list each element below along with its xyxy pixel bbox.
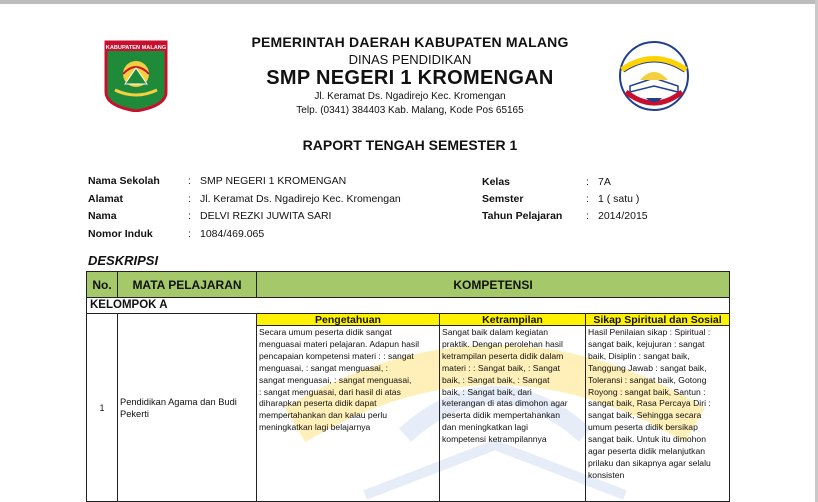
sikap-cell <box>585 325 730 502</box>
info-value-school: SMP NEGERI 1 KROMENGAN <box>200 175 347 187</box>
info-value-name: DELVI REZKI JUWITA SARI <box>200 210 332 222</box>
ketrampilan-description: Sangat baik dalam kegiatan praktik. Dengan perolehan hasil ketrampilan peserta didik dalam materi : : Sangat baik, : Sangat baik, : Sangat baik, : Sangat baik, : Sangat baik, dari keterangan di atas dimohon agar peserta didik mempertahankan dan meningkatkan lagi kompetensi ketrampilannya <box>442 327 568 445</box>
header-school-name: SMP NEGERI 1 KROMENGAN <box>266 67 554 89</box>
info-colon: : <box>188 175 191 187</box>
subheader-ketrampilan: Ketrampilan <box>439 313 586 326</box>
subject-cell <box>117 313 257 502</box>
pengetahuan-cell <box>256 325 440 502</box>
header-government: PEMERINTAH DAERAH KABUPATEN MALANG <box>251 34 569 50</box>
column-header-competence: KOMPETENSI <box>256 271 730 298</box>
info-colon: : <box>188 210 191 222</box>
row-number: 1 <box>86 313 118 502</box>
info-label: Nama <box>88 210 117 222</box>
info-label: Semster <box>482 193 524 205</box>
school-emblem-icon <box>616 40 692 112</box>
ketrampilan-cell <box>439 325 586 502</box>
pengetahuan-description: Secara umum peserta didik sangat menguasai materi pelajaran. Adapun hasil pencapaian kompetensi materi : : sangat menguasai, : sangat menguasai, : sangat menguasai, : sangat menguasai, : sangat menguasai, dari hasil di atas diharapkan peserta didik dapat mempertahankan dan kalau perlu meningkatkan lagi belajarnya <box>259 327 420 433</box>
info-value-address: Jl. Keramat Ds. Ngadirejo Kec. Kromengan <box>200 193 401 205</box>
header-phone: Telp. (0341) 384403 Kab. Malang, Kode Pos 65165 <box>296 105 524 116</box>
info-colon: : <box>586 176 589 188</box>
logo-left-text: KABUPATEN MALANG <box>105 45 167 52</box>
info-colon: : <box>188 193 191 205</box>
info-label: Nama Sekolah <box>88 175 160 187</box>
subheader-pengetahuan: Pengetahuan <box>256 313 440 326</box>
column-header-no: No. <box>86 271 118 298</box>
info-colon: : <box>188 228 191 240</box>
info-label: Kelas <box>482 176 511 188</box>
column-header-subject: MATA PELAJARAN <box>117 271 257 298</box>
info-value-semester: 1 ( satu ) <box>598 193 640 205</box>
report-title: RAPORT TENGAH SEMESTER 1 <box>302 137 518 153</box>
sikap-description: Hasil Penilaian sikap : Spiritual : sangat baik, kejujuran : sangat baik, Disiplin : sangat baik, Tanggung Jawab : sangat baik, Toleransi : sangat baik, Gotong Royong : sangat baik, Santun : sangat baik, Rasa Percaya Diri : sangat baik, Sehingga secara umum peserta didik bersikap sangat baik. Untuk itu dimohon agar peserta didik melanjutkan prilaku dan sikapnya agar selalu konsisten <box>588 327 711 480</box>
info-label: Alamat <box>88 193 124 205</box>
group-row-label: KELOMPOK A <box>86 297 730 314</box>
header-department: DINAS PENDIDIKAN <box>348 52 472 67</box>
info-value-class: 7A <box>598 176 611 188</box>
kabupaten-malang-logo-icon <box>101 40 171 112</box>
header-address: Jl. Keramat Ds. Ngadirejo Kec. Kromengan <box>314 91 506 102</box>
info-colon: : <box>586 210 589 222</box>
info-value-school-year: 2014/2015 <box>598 210 648 222</box>
subject-name: Pendidikan Agama dan Budi Pekerti <box>120 396 237 419</box>
info-colon: : <box>586 193 589 205</box>
info-value-student-id: 1084/469.065 <box>200 228 265 240</box>
info-label: Tahun Pelajaran <box>482 210 563 222</box>
info-label: Nomor Induk <box>88 228 153 240</box>
section-label: DESKRIPSI <box>88 253 159 268</box>
subheader-sikap: Sikap Spiritual dan Sosial <box>585 313 730 326</box>
